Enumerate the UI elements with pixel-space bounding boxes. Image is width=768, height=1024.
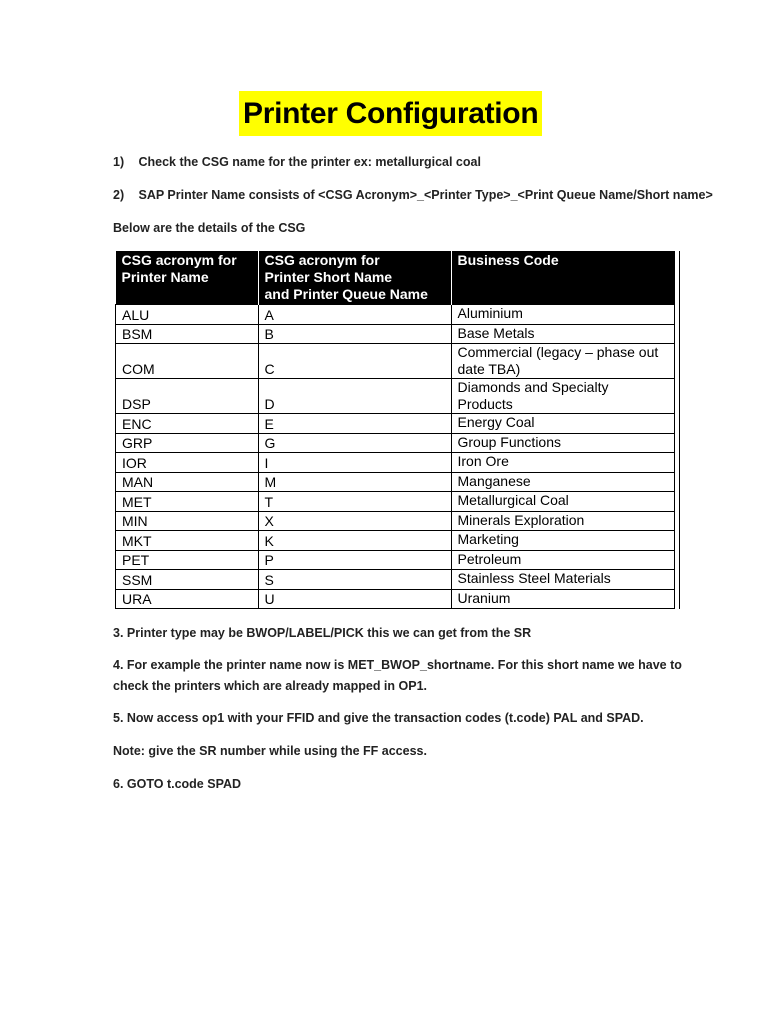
step-6: 6. GOTO t.code SPAD <box>113 777 242 791</box>
cell-short-name: K <box>258 531 451 551</box>
business-code-line: Group Functions <box>457 433 561 450</box>
header-business-code <box>451 251 675 305</box>
cell-business-code <box>451 433 675 453</box>
table-intro: Below are the details of the CSG <box>113 221 306 235</box>
cell-business-code <box>451 531 675 551</box>
business-code-line: Products <box>457 396 513 412</box>
business-code-line: Aluminium <box>457 305 523 321</box>
cell-business-code <box>451 453 675 473</box>
step-3: 3. Printer type may be BWOP/LABEL/PICK this we can get from the SR <box>113 626 532 640</box>
table-row <box>116 570 675 590</box>
step-1 <box>113 155 481 169</box>
cell-short-name: I <box>258 453 451 473</box>
header-line: CSG acronym for <box>264 252 380 268</box>
business-code-line: Manganese <box>457 472 531 489</box>
csg-table <box>115 251 675 609</box>
step-2-text: SAP Printer Name consists of <CSG Acronym>_<Printer Type>_<Print Queue Name/Short name> <box>138 188 713 202</box>
table-row <box>116 453 675 473</box>
cell-short-name: T <box>258 492 451 512</box>
cell-short-name: U <box>258 589 451 609</box>
cell-short-name: A <box>258 305 451 325</box>
cell-short-name: G <box>258 433 451 453</box>
table-row <box>116 531 675 551</box>
cell-acronym: MKT <box>116 531 259 551</box>
table-row <box>116 550 675 570</box>
table-row <box>116 379 675 414</box>
header-line: and Printer Queue Name <box>264 286 428 302</box>
business-code-line: Petroleum <box>457 550 522 567</box>
step-1-text: Check the CSG name for the printer ex: metallurgical coal <box>138 155 481 169</box>
cell-business-code <box>451 344 675 379</box>
cell-acronym: IOR <box>116 453 259 473</box>
business-code-line: Iron Ore <box>457 453 509 469</box>
note: Note: give the SR number while using the FF access. <box>113 744 427 758</box>
cell-short-name: P <box>258 550 451 570</box>
cell-acronym: GRP <box>116 433 259 453</box>
table-row <box>116 324 675 344</box>
cell-acronym: MET <box>116 492 259 512</box>
cell-short-name: S <box>258 570 451 590</box>
table-row <box>116 344 675 379</box>
cell-short-name: C <box>258 344 451 379</box>
business-code-line: Metallurgical Coal <box>457 492 569 508</box>
cell-business-code <box>451 414 675 434</box>
cell-short-name: X <box>258 511 451 531</box>
table-right-edge <box>679 251 680 609</box>
header-line: CSG acronym for <box>121 252 237 268</box>
table-row <box>116 589 675 609</box>
table-row <box>116 492 675 512</box>
document-title: Printer Configuration <box>239 91 542 136</box>
business-code-line: Marketing <box>457 531 519 547</box>
cell-business-code <box>451 324 675 344</box>
table-row <box>116 433 675 453</box>
header-line: Business Code <box>457 252 559 268</box>
table-row <box>116 472 675 492</box>
step-2-number: 2) <box>113 188 125 202</box>
header-line: Printer Short Name <box>264 269 393 285</box>
business-code-line: Diamonds and Specialty <box>457 379 609 395</box>
header-line: Printer Name <box>121 269 209 285</box>
cell-short-name: M <box>258 472 451 492</box>
cell-acronym: URA <box>116 589 259 609</box>
step-4-line-2: check the printers which are already mapped in OP1. <box>113 679 428 693</box>
business-code-line: Energy Coal <box>457 414 535 430</box>
cell-business-code <box>451 472 675 492</box>
cell-business-code <box>451 589 675 609</box>
cell-business-code <box>451 379 675 414</box>
header-csg-acronym <box>116 251 259 305</box>
cell-acronym: COM <box>116 344 259 379</box>
table-row <box>116 511 675 531</box>
cell-business-code <box>451 511 675 531</box>
cell-acronym: MIN <box>116 511 259 531</box>
table-row <box>116 414 675 434</box>
cell-business-code <box>451 570 675 590</box>
step-2 <box>113 188 713 202</box>
header-short-name <box>258 251 451 305</box>
step-4-line-1: 4. For example the printer name now is MET_BWOP_shortname. For this short name we have to <box>113 658 682 672</box>
table-row <box>116 305 675 325</box>
business-code-line: Uranium <box>457 589 511 606</box>
cell-acronym: SSM <box>116 570 259 590</box>
cell-short-name: B <box>258 324 451 344</box>
cell-acronym: ENC <box>116 414 259 434</box>
step-5: 5. Now access op1 with your FFID and give the transaction codes (t.code) PAL and SPAD. <box>113 711 644 725</box>
business-code-line: date TBA) <box>457 361 521 377</box>
cell-short-name: E <box>258 414 451 434</box>
business-code-line: Commercial (legacy – phase out <box>457 344 659 360</box>
business-code-line: Base Metals <box>457 324 535 341</box>
cell-acronym: DSP <box>116 379 259 414</box>
business-code-line: Stainless Steel Materials <box>457 570 611 586</box>
cell-acronym: MAN <box>116 472 259 492</box>
cell-acronym: ALU <box>116 305 259 325</box>
cell-short-name: D <box>258 379 451 414</box>
table-header-row <box>116 251 675 305</box>
cell-acronym: BSM <box>116 324 259 344</box>
step-1-number: 1) <box>113 155 125 169</box>
business-code-line: Minerals Exploration <box>457 511 585 528</box>
cell-business-code <box>451 550 675 570</box>
cell-acronym: PET <box>116 550 259 570</box>
cell-business-code <box>451 492 675 512</box>
cell-business-code <box>451 305 675 325</box>
